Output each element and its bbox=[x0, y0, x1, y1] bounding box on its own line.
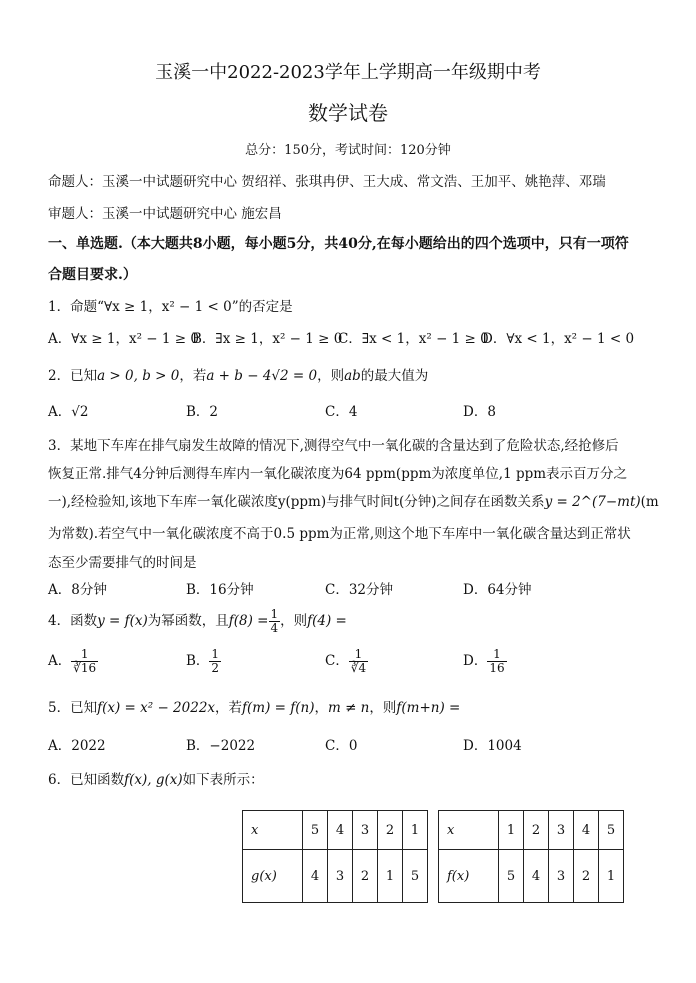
q1-option-d: D．∀x < 1，x² − 1 < 0 bbox=[482, 331, 635, 347]
q5-option-b: B．−2022 bbox=[186, 738, 256, 754]
q6-text-a: 6．已知函数 bbox=[48, 772, 125, 788]
table-row bbox=[243, 850, 428, 903]
table-cell: 1 bbox=[378, 850, 403, 903]
section-heading: 一、单选题.（本大题共8小题，每小题5分，共40分,在每小题给出的四个选项中，只有一项符 bbox=[48, 236, 629, 252]
question-6-stem bbox=[48, 768, 264, 788]
question-1-stem: 1．命题“∀x ≥ 1，x² − 1 < 0”的否定是 bbox=[48, 299, 293, 315]
table-g bbox=[242, 810, 428, 903]
question-3-line4: 为常数).若空气中一氧化碳浓度不高于0.5 ppm为正常,则这个地下车库中一氧化碳含量达到正常状 bbox=[48, 526, 631, 542]
table-cell: 2 bbox=[524, 811, 549, 850]
q5-cond: f(m) = f(n) bbox=[242, 700, 315, 716]
q5-neq: m ≠ n bbox=[327, 700, 370, 716]
table-cell: 3 bbox=[549, 811, 574, 850]
q6-text-b: 如下表所示： bbox=[182, 772, 264, 788]
table-cell: 1 bbox=[599, 850, 624, 903]
section-heading-cont: 合题目要求.） bbox=[48, 267, 137, 283]
q5-option-d: D．1004 bbox=[463, 738, 522, 754]
table-cell: 5 bbox=[303, 811, 328, 850]
q5-option-a: A．2022 bbox=[48, 738, 106, 754]
table-cell: 4 bbox=[524, 850, 549, 903]
q3-option-b: B．16分钟 bbox=[186, 582, 254, 598]
q6-funcs: f(x), g(x) bbox=[124, 772, 183, 788]
q4-cond-fraction: $\frac{1}{4}$ bbox=[270, 607, 279, 635]
table-cell: 3 bbox=[549, 850, 574, 903]
exam-info: 总分：150分，考试时间：120分钟 bbox=[245, 143, 451, 158]
table-cell: 5 bbox=[599, 811, 624, 850]
q1-option-b: B．∃x ≥ 1，x² − 1 ≥ 0 bbox=[192, 331, 343, 347]
table-cell: 1 bbox=[403, 811, 428, 850]
q2-option-c: C．4 bbox=[325, 404, 358, 420]
q4-option-b: B． $\frac{1}{2}$ bbox=[186, 647, 220, 675]
q3-text-end: (m bbox=[640, 494, 659, 510]
q3-formula: y = 2^(7−mt) bbox=[544, 494, 641, 510]
table-f-x-head: x bbox=[439, 811, 499, 850]
q4-text-b: 为幂函数，且 bbox=[147, 613, 229, 629]
exam-title: 玉溪一中2022-2023学年上学期高一年级期中考 bbox=[155, 62, 541, 83]
q4-option-a: A． $\frac{1}{∛16}$ bbox=[48, 647, 97, 675]
table-g-x-head: x bbox=[243, 811, 303, 850]
table-cell: 3 bbox=[328, 850, 353, 903]
table-f-fx-head: f(x) bbox=[439, 850, 499, 903]
question-5-stem bbox=[48, 696, 460, 716]
table-row bbox=[243, 811, 428, 850]
q2-option-a: A．√2 bbox=[48, 404, 89, 420]
table-cell: 5 bbox=[499, 850, 524, 903]
question-3-line2: 恢复正常.排气4分钟后测得车库内一氧化碳浓度为64 ppm(ppm为浓度单位,1 ppm表示百万分之 bbox=[48, 466, 628, 482]
table-row bbox=[439, 811, 624, 850]
q2-text-c: ，则 bbox=[317, 368, 345, 384]
q5-ask: f(m+n) = bbox=[396, 700, 461, 716]
q5-func: f(x) = x² − 2022x bbox=[97, 700, 216, 716]
q4-ask: f(4) = bbox=[307, 613, 347, 629]
question-2-stem bbox=[48, 364, 428, 384]
q3-option-c: C．32分钟 bbox=[325, 582, 394, 598]
q4-cond: f(8) = bbox=[228, 613, 269, 629]
q3-option-a: A．8分钟 bbox=[48, 582, 107, 598]
question-3-line1: 3．某地下车库在排气扇发生故障的情况下,测得空气中一氧化碳的含量达到了危险状态,经抢修后 bbox=[48, 438, 619, 454]
q4-text-c: ，则 bbox=[280, 613, 308, 629]
q2-ab: ab bbox=[344, 368, 361, 384]
q2-text-b: ，若 bbox=[179, 368, 207, 384]
table-cell: 3 bbox=[353, 811, 378, 850]
table-cell: 2 bbox=[574, 850, 599, 903]
q5-text-a: 5．已知 bbox=[48, 700, 98, 716]
table-cell: 2 bbox=[378, 811, 403, 850]
table-cell: 4 bbox=[574, 811, 599, 850]
table-cell: 1 bbox=[499, 811, 524, 850]
question-3-line3 bbox=[48, 490, 659, 510]
table-cell: 4 bbox=[303, 850, 328, 903]
q4-option-d: D． $\frac{1}{16}$ bbox=[463, 647, 505, 675]
table-cell: 5 bbox=[403, 850, 428, 903]
setters-line: 命题人：玉溪一中试题研究中心 贺绍祥、张琪冉伊、王大成、常文浩、王加平、姚艳萍、邓瑞 bbox=[48, 174, 606, 190]
q4-option-c: C． $\frac{1}{∛4}$ bbox=[325, 647, 367, 675]
table-cell: 4 bbox=[328, 811, 353, 850]
q1-option-c: C．∃x < 1，x² − 1 ≥ 0 bbox=[338, 331, 489, 347]
table-row bbox=[439, 850, 624, 903]
q2-equation: a + b − 4√2 = 0 bbox=[206, 368, 318, 384]
q2-condition: a > 0, b > 0 bbox=[97, 368, 180, 384]
q5-text-d: ，则 bbox=[369, 700, 397, 716]
table-cell: 2 bbox=[353, 850, 378, 903]
q3-option-d: D．64分钟 bbox=[463, 582, 532, 598]
q5-text-c: ， bbox=[314, 700, 328, 716]
table-g-gx-head: g(x) bbox=[243, 850, 303, 903]
q5-option-c: C．0 bbox=[325, 738, 358, 754]
q4-func: y = f(x) bbox=[97, 613, 148, 629]
q4-text-a: 4．函数 bbox=[48, 613, 98, 629]
q1-option-a: A．∀x ≥ 1，x² − 1 ≥ 0 bbox=[48, 331, 199, 347]
table-f bbox=[438, 810, 624, 903]
q3-text: 一),经检验知,该地下车库一氧化碳浓度y(ppm)与排气时间t(分钟)之间存在函数关系 bbox=[48, 494, 545, 510]
q2-option-b: B．2 bbox=[186, 404, 219, 420]
question-3-line5: 态至少需要排气的时间是 bbox=[48, 555, 197, 571]
q2-text-d: 的最大值为 bbox=[360, 368, 429, 384]
q2-text-a: 2．已知 bbox=[48, 368, 98, 384]
reviewers-line: 审题人：玉溪一中试题研究中心 施宏昌 bbox=[48, 206, 282, 222]
q5-text-b: ，若 bbox=[215, 700, 243, 716]
question-4-stem bbox=[48, 608, 347, 635]
subject-title: 数学试卷 bbox=[308, 101, 388, 125]
q2-option-d: D．8 bbox=[463, 404, 496, 420]
